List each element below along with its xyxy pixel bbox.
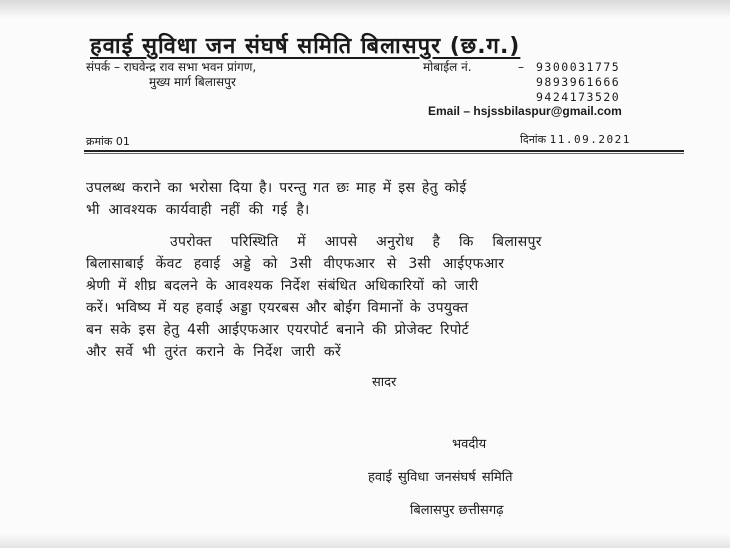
- header-divider-thin: [84, 153, 684, 154]
- contact-address-line2: मुख्य मार्ग बिलासपुर: [149, 75, 236, 89]
- body-line-3: उपरोक्त परिस्थिति में आपसे अनुरोध है कि बिलासपुर: [170, 234, 542, 250]
- body-line-5: श्रेणी में शीघ्र बदलने के आवश्यक निर्देश संबंधित अधिकारियों को जारी: [86, 278, 479, 294]
- phone-number-3: 9424173520: [536, 90, 621, 104]
- body-line-2: भी आवश्यक कार्यवाही नहीं की गई है।: [86, 202, 310, 218]
- header-divider: [84, 150, 684, 152]
- body-line-8: और सर्वे भी तुरंत कराने के निर्देश जारी करें: [86, 344, 341, 360]
- phone-number-2: 9893961666: [536, 75, 621, 89]
- closing-bhavadiya: भवदीय: [452, 437, 487, 452]
- body-line-4: बिलासाबाई केंवट हवाई अड्डे को 3सी वीएफआर से 3सी आईएफआर: [86, 256, 505, 272]
- mobile-label: मोबाईल नं.: [423, 60, 472, 74]
- body-line-1: उपलब्ध कराने का भरोसा दिया है। परन्तु गत छः माह में इस हेतु कोई: [86, 180, 467, 196]
- page-bottom-edge: [0, 534, 730, 548]
- page-top-edge: [0, 0, 730, 18]
- reference-number: क्रमांक 01: [86, 135, 130, 148]
- date-value: 11.09.2021: [549, 133, 631, 146]
- contact-address: [86, 60, 256, 90]
- contact-address-line1: संपर्क – राघवेन्द्र राव सभा भवन प्रांगण,: [86, 60, 257, 74]
- mobile-dash: –: [518, 60, 524, 74]
- date-label: दिनांक: [520, 133, 547, 146]
- closing-organization: हवाई सुविधा जनसंघर्ष समिति: [368, 470, 513, 485]
- closing-place: बिलासपुर छत्तीसगढ़: [410, 503, 504, 518]
- body-line-6: करें। भविष्य में यह हवाई अड्डा एयरबस और बोईग विमानों के उपयुक्त: [86, 300, 469, 316]
- body-line-7: बन सके इस हेतु 4सी आईएफआर एयरपोर्ट बनाने की प्रोजेक्ट रिपोर्ट: [86, 322, 469, 338]
- closing-saadar: सादर: [372, 375, 397, 390]
- contact-phones: [423, 60, 620, 105]
- contact-email: Email – hsjssbilaspur@gmail.com: [428, 104, 622, 118]
- letterhead-title: हवाई सुविधा जन संघर्ष समिति बिलासपुर (छ.ग.): [90, 34, 521, 59]
- letter-date: [520, 132, 631, 147]
- phone-number-1: 9300031775: [536, 60, 621, 74]
